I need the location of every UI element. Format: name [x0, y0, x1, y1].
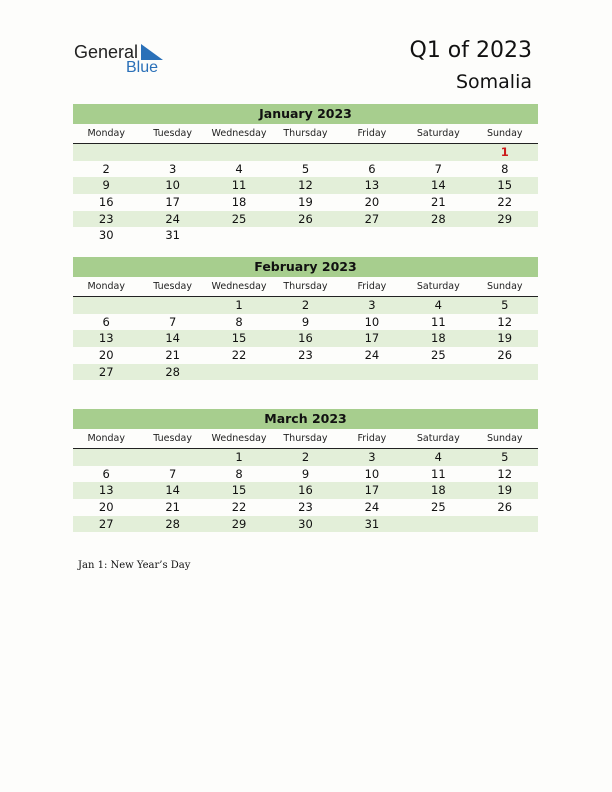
logo-word-blue: Blue: [126, 59, 159, 76]
empty-day-cell: [405, 516, 471, 533]
weekday-label: Monday: [87, 128, 125, 139]
empty-day-cell: [339, 144, 405, 161]
weekday-label: Saturday: [416, 433, 460, 444]
day-cell: 17: [364, 331, 380, 346]
day-cell: 2: [102, 161, 110, 176]
week-row: [73, 449, 538, 466]
weekday-label: Monday: [87, 281, 125, 292]
day-cell: 4: [434, 298, 442, 312]
day-cell: 28: [431, 211, 446, 226]
day-cell: 3: [368, 450, 376, 464]
day-cell: 2: [301, 298, 310, 312]
month-block: [73, 257, 538, 380]
day-cell: 6: [102, 466, 110, 481]
month-title: February 2023: [73, 257, 538, 277]
week-row: [73, 516, 538, 533]
day-cell: 25: [431, 500, 446, 515]
week-row: [73, 466, 538, 483]
day-cell: 21: [165, 348, 180, 363]
weekday-label: Monday: [87, 433, 125, 444]
empty-day-cell: [206, 227, 272, 244]
day-cell: 25: [431, 348, 446, 363]
day-cell: 9: [102, 178, 110, 193]
day-cell: 4: [434, 450, 442, 464]
day-cell: 8: [235, 314, 243, 329]
week-row: [73, 144, 538, 161]
day-cell: 19: [298, 195, 313, 210]
empty-day-cell: [73, 449, 139, 466]
day-cell: 8: [501, 161, 509, 176]
empty-day-cell: [272, 364, 338, 381]
week-row: [73, 482, 538, 499]
day-cell: 12: [497, 314, 513, 329]
empty-day-cell: [339, 227, 405, 244]
weekday-label: Saturday: [416, 128, 460, 139]
day-cell: 20: [364, 195, 380, 210]
day-cell: 24: [165, 211, 180, 226]
day-cell: 11: [431, 314, 446, 329]
weekday-label: Thursday: [283, 433, 328, 444]
day-cell: 6: [368, 161, 376, 176]
empty-day-cell: [272, 227, 338, 244]
week-row: [73, 330, 538, 347]
day-cell: 9: [301, 314, 310, 329]
day-cell: 1: [500, 145, 509, 159]
weekday-label: Friday: [357, 128, 387, 139]
empty-day-cell: [73, 144, 139, 161]
page-title: Q1 of 2023: [409, 38, 532, 63]
day-cell: 7: [168, 466, 177, 481]
day-cell: 31: [364, 516, 380, 531]
day-cell: 30: [298, 516, 313, 531]
logo-word-general: General: [74, 42, 139, 62]
week-row: [73, 347, 538, 364]
logo: [74, 42, 184, 82]
weekday-label: Tuesday: [153, 281, 192, 292]
empty-day-cell: [272, 144, 338, 161]
week-row: [73, 499, 538, 516]
weekday-label: Friday: [357, 281, 387, 292]
day-cell: 13: [98, 483, 114, 498]
month-title: March 2023: [73, 409, 538, 429]
day-cell: 18: [231, 195, 247, 210]
day-cell: 14: [165, 483, 180, 498]
day-cell: 5: [501, 298, 509, 312]
holiday-notes: [78, 560, 190, 571]
day-cell: 23: [98, 211, 114, 226]
week-row: [73, 194, 538, 211]
day-cell: 24: [364, 348, 380, 363]
empty-day-cell: [472, 364, 538, 381]
holiday-note: Jan 1: New Year’s Day: [78, 560, 191, 571]
logo-triangle-icon: [141, 44, 163, 60]
day-cell: 27: [98, 516, 114, 531]
day-cell: 4: [235, 161, 243, 176]
week-row: [73, 227, 538, 244]
weekday-label: Tuesday: [153, 128, 192, 139]
empty-day-cell: [472, 227, 538, 244]
day-cell: 17: [364, 483, 380, 498]
weekday-label: Sunday: [486, 128, 523, 139]
day-cell: 5: [301, 161, 310, 176]
day-cell: 16: [98, 195, 114, 210]
day-cell: 28: [165, 364, 180, 379]
weekday-label: Saturday: [416, 281, 460, 292]
weekday-label: Wednesday: [211, 433, 267, 444]
empty-day-cell: [73, 297, 139, 314]
empty-day-cell: [472, 516, 538, 533]
day-cell: 19: [497, 331, 513, 346]
day-cell: 20: [98, 500, 114, 515]
day-cell: 7: [168, 314, 177, 329]
week-row: [73, 364, 538, 381]
day-cell: 26: [497, 348, 513, 363]
day-cell: 3: [168, 161, 177, 176]
empty-day-cell: [139, 449, 205, 466]
empty-day-cell: [339, 364, 405, 381]
day-cell: 26: [497, 500, 513, 515]
empty-day-cell: [139, 297, 205, 314]
day-cell: 8: [235, 466, 243, 481]
weekday-label: Sunday: [486, 433, 523, 444]
empty-day-cell: [405, 364, 471, 381]
day-cell: 27: [364, 211, 380, 226]
weekday-label: Friday: [357, 433, 387, 444]
day-cell: 12: [298, 178, 313, 193]
day-cell: 23: [298, 348, 313, 363]
day-cell: 19: [497, 483, 513, 498]
day-cell: 6: [102, 314, 110, 329]
day-cell: 15: [231, 331, 247, 346]
day-cell: 1: [235, 450, 243, 464]
country-name: Somalia: [455, 71, 532, 93]
weekday-label: Thursday: [283, 128, 328, 139]
day-cell: 13: [98, 331, 114, 346]
day-cell: 24: [364, 500, 380, 515]
empty-day-cell: [206, 364, 272, 381]
day-cell: 9: [301, 466, 310, 481]
day-cell: 20: [98, 348, 114, 363]
day-cell: 23: [298, 500, 313, 515]
day-cell: 27: [98, 364, 114, 379]
weekday-header-row: [73, 126, 538, 144]
day-cell: 30: [98, 228, 114, 243]
week-row: [73, 314, 538, 331]
day-cell: 10: [364, 466, 380, 481]
day-cell: 22: [231, 348, 247, 363]
day-cell: 28: [165, 516, 180, 531]
day-cell: 13: [364, 178, 380, 193]
day-cell: 16: [298, 483, 313, 498]
day-cell: 2: [301, 450, 310, 464]
day-cell: 5: [501, 450, 509, 464]
month-title: January 2023: [73, 104, 538, 124]
day-cell: 25: [231, 211, 247, 226]
empty-day-cell: [139, 144, 205, 161]
day-cell: 21: [431, 195, 446, 210]
empty-day-cell: [405, 144, 471, 161]
day-cell: 31: [165, 228, 180, 243]
day-cell: 7: [434, 161, 442, 176]
weekday-label: Thursday: [283, 281, 328, 292]
week-row: [73, 297, 538, 314]
weekday-label: Wednesday: [211, 281, 267, 292]
weekday-label: Wednesday: [211, 128, 267, 139]
weekday-label: Sunday: [486, 281, 523, 292]
week-row: [73, 161, 538, 178]
day-cell: 14: [431, 178, 446, 193]
day-cell: 16: [298, 331, 313, 346]
day-cell: 18: [431, 331, 446, 346]
empty-day-cell: [405, 227, 471, 244]
month-block: [73, 409, 538, 532]
day-cell: 14: [165, 331, 180, 346]
day-cell: 18: [431, 483, 446, 498]
weekday-label: Tuesday: [153, 433, 192, 444]
day-cell: 11: [231, 178, 247, 193]
day-cell: 26: [298, 211, 313, 226]
day-cell: 11: [431, 466, 446, 481]
day-cell: 15: [497, 178, 513, 193]
month-block: [73, 104, 538, 244]
week-row: [73, 177, 538, 194]
day-cell: 1: [235, 298, 243, 312]
weekday-header-row: [73, 279, 538, 297]
day-cell: 10: [364, 314, 380, 329]
empty-day-cell: [206, 144, 272, 161]
day-cell: 10: [165, 178, 180, 193]
day-cell: 17: [165, 195, 180, 210]
week-row: [73, 211, 538, 228]
weekday-header-row: [73, 431, 538, 449]
day-cell: 29: [497, 211, 513, 226]
day-cell: 22: [497, 195, 513, 210]
day-cell: 15: [231, 483, 247, 498]
day-cell: 21: [165, 500, 180, 515]
day-cell: 22: [231, 500, 247, 515]
day-cell: 12: [497, 466, 513, 481]
day-cell: 29: [231, 516, 247, 531]
day-cell: 3: [368, 298, 376, 312]
